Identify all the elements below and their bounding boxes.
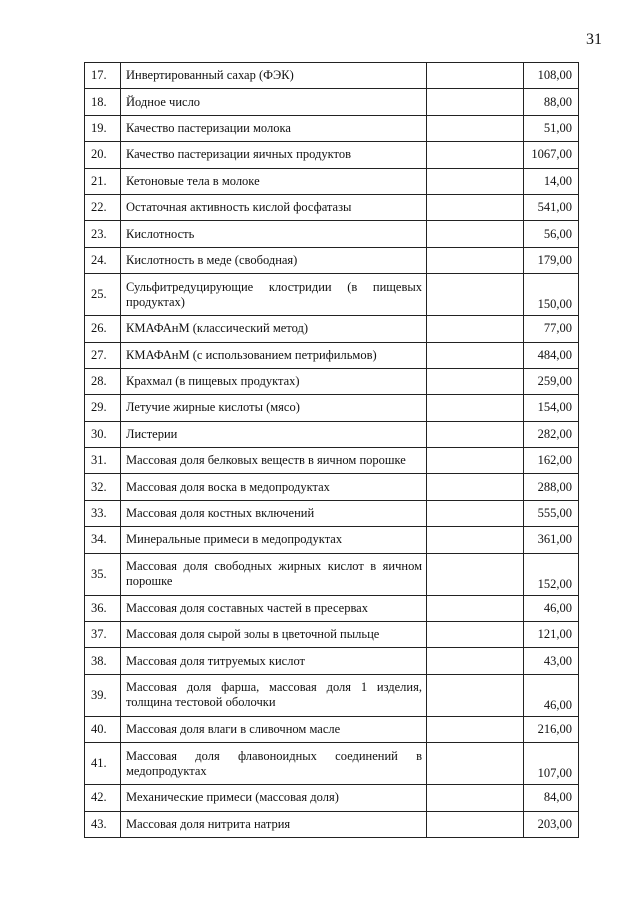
row-number: 28. (85, 368, 121, 394)
empty-cell (427, 316, 524, 342)
price-value: 150,00 (524, 274, 579, 316)
row-number: 41. (85, 743, 121, 785)
row-number: 34. (85, 527, 121, 553)
table-row (85, 553, 579, 595)
row-number: 20. (85, 142, 121, 168)
price-value: 361,00 (524, 527, 579, 553)
empty-cell (427, 221, 524, 247)
table-row (85, 342, 579, 368)
price-value: 51,00 (524, 115, 579, 141)
table-row (85, 527, 579, 553)
table-row (85, 474, 579, 500)
analysis-name: КМАФАнМ (классический метод) (121, 316, 427, 342)
table-row (85, 785, 579, 811)
table-row (85, 448, 579, 474)
empty-cell (427, 553, 524, 595)
empty-cell (427, 811, 524, 837)
row-number: 35. (85, 553, 121, 595)
empty-cell (427, 648, 524, 674)
price-value: 56,00 (524, 221, 579, 247)
price-value: 84,00 (524, 785, 579, 811)
analysis-name: Остаточная активность кислой фосфатазы (121, 194, 427, 220)
table-row (85, 316, 579, 342)
empty-cell (427, 500, 524, 526)
table-row (85, 368, 579, 394)
price-value: 288,00 (524, 474, 579, 500)
empty-cell (427, 115, 524, 141)
price-value: 14,00 (524, 168, 579, 194)
row-number: 19. (85, 115, 121, 141)
price-value: 484,00 (524, 342, 579, 368)
price-value: 88,00 (524, 89, 579, 115)
row-number: 17. (85, 63, 121, 89)
price-value: 121,00 (524, 622, 579, 648)
row-number: 37. (85, 622, 121, 648)
table-row (85, 421, 579, 447)
price-value: 152,00 (524, 553, 579, 595)
analysis-name: Массовая доля флавоноидных соединений в медопродуктах (121, 743, 427, 785)
table-row (85, 395, 579, 421)
price-value: 46,00 (524, 674, 579, 716)
table-row (85, 274, 579, 316)
table-row (85, 622, 579, 648)
row-number: 32. (85, 474, 121, 500)
table-row (85, 595, 579, 621)
table-row (85, 716, 579, 742)
table-row (85, 63, 579, 89)
empty-cell (427, 474, 524, 500)
empty-cell (427, 421, 524, 447)
row-number: 36. (85, 595, 121, 621)
price-value: 77,00 (524, 316, 579, 342)
empty-cell (427, 595, 524, 621)
row-number: 26. (85, 316, 121, 342)
row-number: 33. (85, 500, 121, 526)
row-number: 27. (85, 342, 121, 368)
row-number: 43. (85, 811, 121, 837)
table-row (85, 500, 579, 526)
price-value: 216,00 (524, 716, 579, 742)
analysis-name: Крахмал (в пищевых продуктах) (121, 368, 427, 394)
analysis-name: Листерии (121, 421, 427, 447)
table-row (85, 142, 579, 168)
row-number: 22. (85, 194, 121, 220)
table-row (85, 811, 579, 837)
empty-cell (427, 395, 524, 421)
price-value: 259,00 (524, 368, 579, 394)
price-value: 555,00 (524, 500, 579, 526)
analysis-name: Минеральные примеси в медопродуктах (121, 527, 427, 553)
empty-cell (427, 247, 524, 273)
analysis-name: Качество пастеризации молока (121, 115, 427, 141)
row-number: 40. (85, 716, 121, 742)
empty-cell (427, 342, 524, 368)
empty-cell (427, 622, 524, 648)
table-row (85, 168, 579, 194)
row-number: 29. (85, 395, 121, 421)
price-value: 1067,00 (524, 142, 579, 168)
table-row (85, 221, 579, 247)
row-number: 38. (85, 648, 121, 674)
price-value: 43,00 (524, 648, 579, 674)
analysis-name: Кислотность в меде (свободная) (121, 247, 427, 273)
price-value: 541,00 (524, 194, 579, 220)
analysis-name: Массовая доля влаги в сливочном масле (121, 716, 427, 742)
table-row (85, 89, 579, 115)
analysis-name: Инвертированный сахар (ФЭК) (121, 63, 427, 89)
analysis-name: Массовая доля сырой золы в цветочной пыльце (121, 622, 427, 648)
analysis-name: Кетоновые тела в молоке (121, 168, 427, 194)
empty-cell (427, 448, 524, 474)
empty-cell (427, 89, 524, 115)
row-number: 42. (85, 785, 121, 811)
page-number: 31 (586, 31, 602, 48)
analysis-name: Сульфитредуцирующие клостридии (в пищевых продуктах) (121, 274, 427, 316)
price-value: 108,00 (524, 63, 579, 89)
table-row (85, 247, 579, 273)
analysis-name: Механические примеси (массовая доля) (121, 785, 427, 811)
row-number: 18. (85, 89, 121, 115)
row-number: 24. (85, 247, 121, 273)
empty-cell (427, 716, 524, 742)
analysis-name: Кислотность (121, 221, 427, 247)
analysis-name: Массовая доля титруемых кислот (121, 648, 427, 674)
analysis-name: Массовая доля костных включений (121, 500, 427, 526)
price-value: 179,00 (524, 247, 579, 273)
empty-cell (427, 142, 524, 168)
price-value: 162,00 (524, 448, 579, 474)
empty-cell (427, 527, 524, 553)
price-value: 107,00 (524, 743, 579, 785)
row-number: 25. (85, 274, 121, 316)
row-number: 30. (85, 421, 121, 447)
analysis-name: Массовая доля составных частей в пресервах (121, 595, 427, 621)
analysis-name: Массовая доля белковых веществ в яичном порошке (121, 448, 427, 474)
price-table (84, 62, 579, 838)
empty-cell (427, 63, 524, 89)
empty-cell (427, 743, 524, 785)
table-row (85, 674, 579, 716)
empty-cell (427, 168, 524, 194)
price-value: 46,00 (524, 595, 579, 621)
empty-cell (427, 274, 524, 316)
analysis-name: Йодное число (121, 89, 427, 115)
table-row (85, 115, 579, 141)
table-row (85, 194, 579, 220)
empty-cell (427, 785, 524, 811)
price-value: 154,00 (524, 395, 579, 421)
price-value: 282,00 (524, 421, 579, 447)
table-row (85, 743, 579, 785)
analysis-name: Летучие жирные кислоты (мясо) (121, 395, 427, 421)
table-row (85, 648, 579, 674)
empty-cell (427, 194, 524, 220)
row-number: 23. (85, 221, 121, 247)
empty-cell (427, 674, 524, 716)
analysis-name: Массовая доля нитрита натрия (121, 811, 427, 837)
table-body (85, 63, 579, 838)
analysis-name: Массовая доля свободных жирных кислот в яичном порошке (121, 553, 427, 595)
analysis-name: Качество пастеризации яичных продуктов (121, 142, 427, 168)
price-value: 203,00 (524, 811, 579, 837)
row-number: 31. (85, 448, 121, 474)
row-number: 21. (85, 168, 121, 194)
analysis-name: КМАФАнМ (с использованием петрифильмов) (121, 342, 427, 368)
empty-cell (427, 368, 524, 394)
analysis-name: Массовая доля фарша, массовая доля 1 изделия, толщина тестовой оболочки (121, 674, 427, 716)
analysis-name: Массовая доля воска в медопродуктах (121, 474, 427, 500)
row-number: 39. (85, 674, 121, 716)
